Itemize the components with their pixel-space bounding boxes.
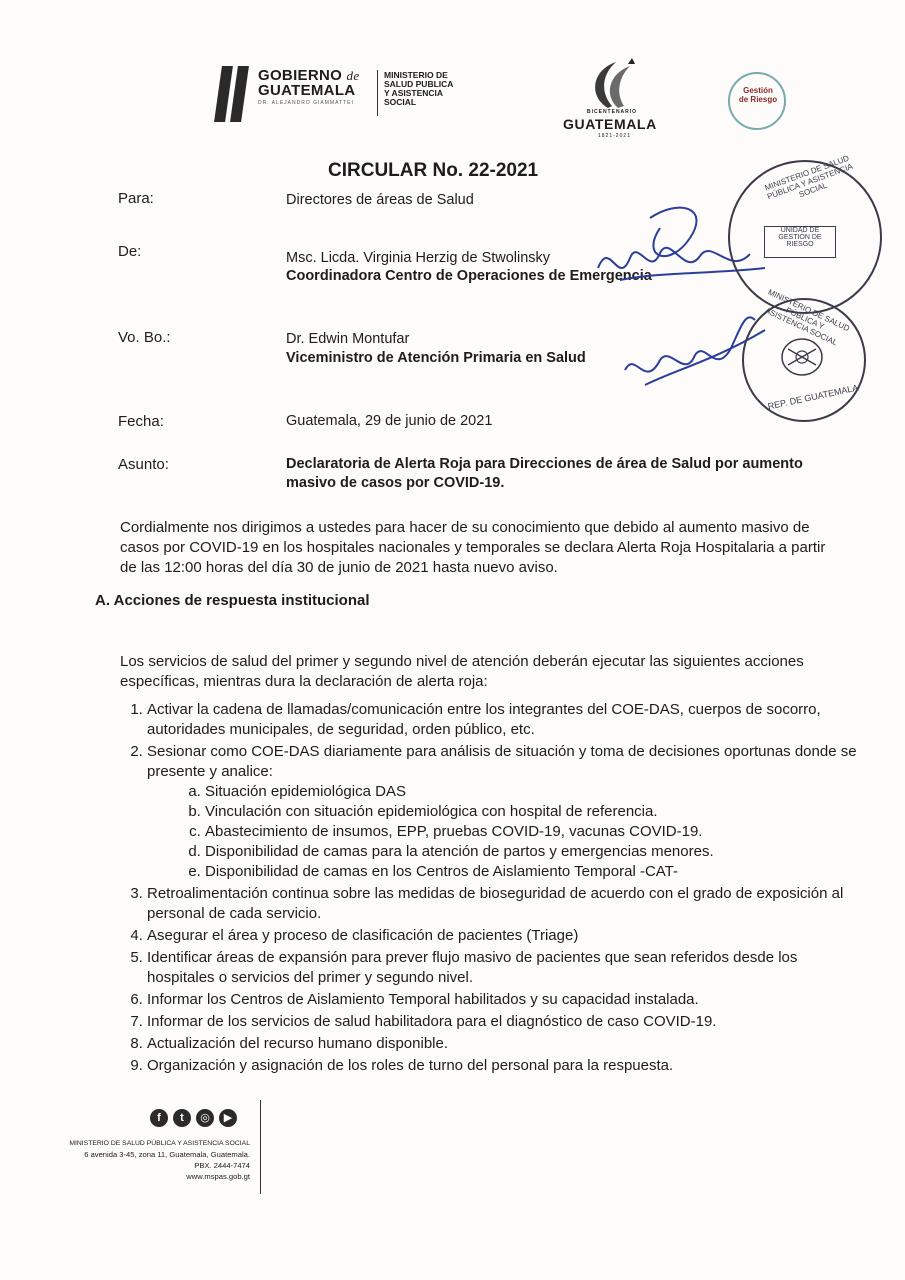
footer-contact (20, 1138, 250, 1182)
intro-paragraph: Cordialmente nos dirigimos a ustedes para hacer de su conocimiento que debido al aumento masivo de casos por COVID-19 en los hospitales nacionales y temporales se declara Alerta Roja Hospitalaria a partir de las 12:00 horas del día 30 de junio de 2021 hasta nuevo aviso. (120, 519, 826, 576)
facebook-icon[interactable]: f (150, 1109, 168, 1127)
list-item: 1. Activar la cadena de llamadas/comunicación entre los integrantes del COE-DAS, cuerpos de socorro, autoridades municipales, de seguridad, orden público, etc. (147, 700, 867, 740)
bicentennial-small-label: BICENTENARIO (587, 109, 638, 115)
gestion-riesgo-text: Gestión de Riesgo (738, 86, 778, 104)
footer-web[interactable]: www.mspas.gob.gt (186, 1172, 250, 1181)
footer-address: 6 avenida 3-45, zona 11, Guatemala, Guatemala. (84, 1150, 250, 1159)
de-label: De: (118, 243, 142, 260)
list-item: 9. Organización y asignación de los roles de turno del personal para la respuesta. (147, 1056, 867, 1076)
footer-ministry: MINISTERIO DE SALUD PÚBLICA Y ASISTENCIA SOCIAL (69, 1140, 250, 1147)
sublist-item: a. Situación epidemiológica DAS (205, 782, 867, 802)
stamp2-bottom-text: REP. DE GUATEMALA (766, 382, 860, 412)
sublist-item: c. Abastecimiento de insumos, EPP, pruebas COVID-19, vacunas COVID-19. (205, 822, 867, 842)
stamp1-text: MINISTERIO DE SALUD PÚBLICA Y ASISTENCIA SOCIAL (763, 153, 855, 202)
list-item: 2. Sesionar como COE-DAS diariamente para análisis de situación y toma de decisiones oportunas donde se presente y analice: a. Situación epidemiológica DAS b. Vinculación con situación epidemiológica con hospital de referencia. c. Abastecimiento de insumos, EPP, pruebas COVID-19, vacunas COVID-19. d. Disponibilidad de camas para la atención de partos y emergencias menores. e. Disponibilidad de camas en los Centros de Aislamiento Temporal -CAT- (147, 742, 867, 882)
de-name: Msc. Licda. Virginia Herzig de Stwolinsky (286, 250, 551, 266)
sublist-item: b. Vinculación con situación epidemiológica con hospital de referencia. (205, 802, 867, 822)
stamp2-text: MINISTERIO DE SALUD PÚBLICA Y ASISTENCIA SOCIAL (763, 287, 851, 348)
list-item: 6. Informar los Centros de Aislamiento Temporal habilitados y su capacidad instalada. (147, 990, 867, 1010)
ministry-logo-text: MINISTERIO DE SALUD PUBLICA Y ASISTENCIA SOCIAL (384, 70, 454, 107)
sublist (147, 782, 867, 882)
list-item: 4. Asegurar el área y proceso de clasificación de pacientes (Triage) (147, 926, 867, 946)
circular-title: CIRCULAR No. 22-2021 (328, 160, 539, 181)
gobierno-logo-line1: GOBIERNO de (258, 67, 360, 84)
instagram-icon[interactable]: ◎ (196, 1109, 214, 1127)
para-value: Directores de áreas de Salud (286, 192, 474, 208)
sublist-item: d. Disponibilidad de camas para la atención de partos y emergencias menores. (205, 842, 867, 862)
social-icons (150, 1108, 242, 1127)
logo-divider (377, 70, 378, 116)
footer-phone: PBX. 2444-7474 (194, 1161, 250, 1170)
bicentennial-logo-text: GUATEMALA (563, 116, 657, 132)
bicentennial-emblem-icon (578, 56, 648, 112)
stamp1-inner-box: UNIDAD DE GESTIÓN DE RIESGO (764, 226, 836, 258)
sublist-item: e. Disponibilidad de camas en los Centros de Aislamiento Temporal -CAT- (205, 862, 867, 882)
twitter-icon[interactable]: t (173, 1109, 191, 1127)
para-label: Para: (118, 190, 154, 207)
youtube-icon[interactable]: ▶ (219, 1109, 237, 1127)
de-title: Coordinadora Centro de Operaciones de Emergencia (286, 268, 652, 284)
vobo-name: Dr. Edwin Montufar (286, 331, 410, 347)
gobierno-logo-subtitle: DR. ALEJANDRO GIAMMATTEI (258, 100, 354, 106)
list-item: 8. Actualización del recurso humano disponible. (147, 1034, 867, 1054)
actions-list (120, 700, 867, 1078)
asunto-value: Declaratoria de Alerta Roja para Direcciones de área de Salud por aumento masivo de casos por COVID-19. (286, 456, 803, 491)
list-item: 5. Identificar áreas de expansión para prever flujo masivo de pacientes que sean referidos desde los hospitales o servicios del primer y segundo nivel. (147, 948, 867, 988)
list-item: 7. Informar de los servicios de salud habilitadora para el diagnóstico de caso COVID-19. (147, 1012, 867, 1032)
asunto-label: Asunto: (118, 456, 169, 473)
list-item: 3. Retroalimentación continua sobre las medidas de bioseguridad de acuerdo con el grado de exposición al personal de cada servicio. (147, 884, 867, 924)
section-a-intro: Los servicios de salud del primer y segundo nivel de atención deberán ejecutar las siguientes acciones específicas, mientras dura la declaración de alerta roja: (120, 653, 804, 690)
gobierno-logo-line2: GUATEMALA (258, 82, 356, 99)
footer-divider (260, 1100, 261, 1194)
vobo-title: Viceministro de Atención Primaria en Salud (286, 350, 586, 366)
section-a-heading: A. Acciones de respuesta institucional (95, 592, 370, 609)
coat-of-arms-icon (778, 335, 826, 379)
gobierno-logo-bars (214, 66, 248, 122)
fecha-value: Guatemala, 29 de junio de 2021 (286, 413, 493, 429)
vobo-label: Vo. Bo.: (118, 329, 171, 346)
bicentennial-years: 1821-2021 (598, 133, 631, 139)
fecha-label: Fecha: (118, 413, 164, 430)
